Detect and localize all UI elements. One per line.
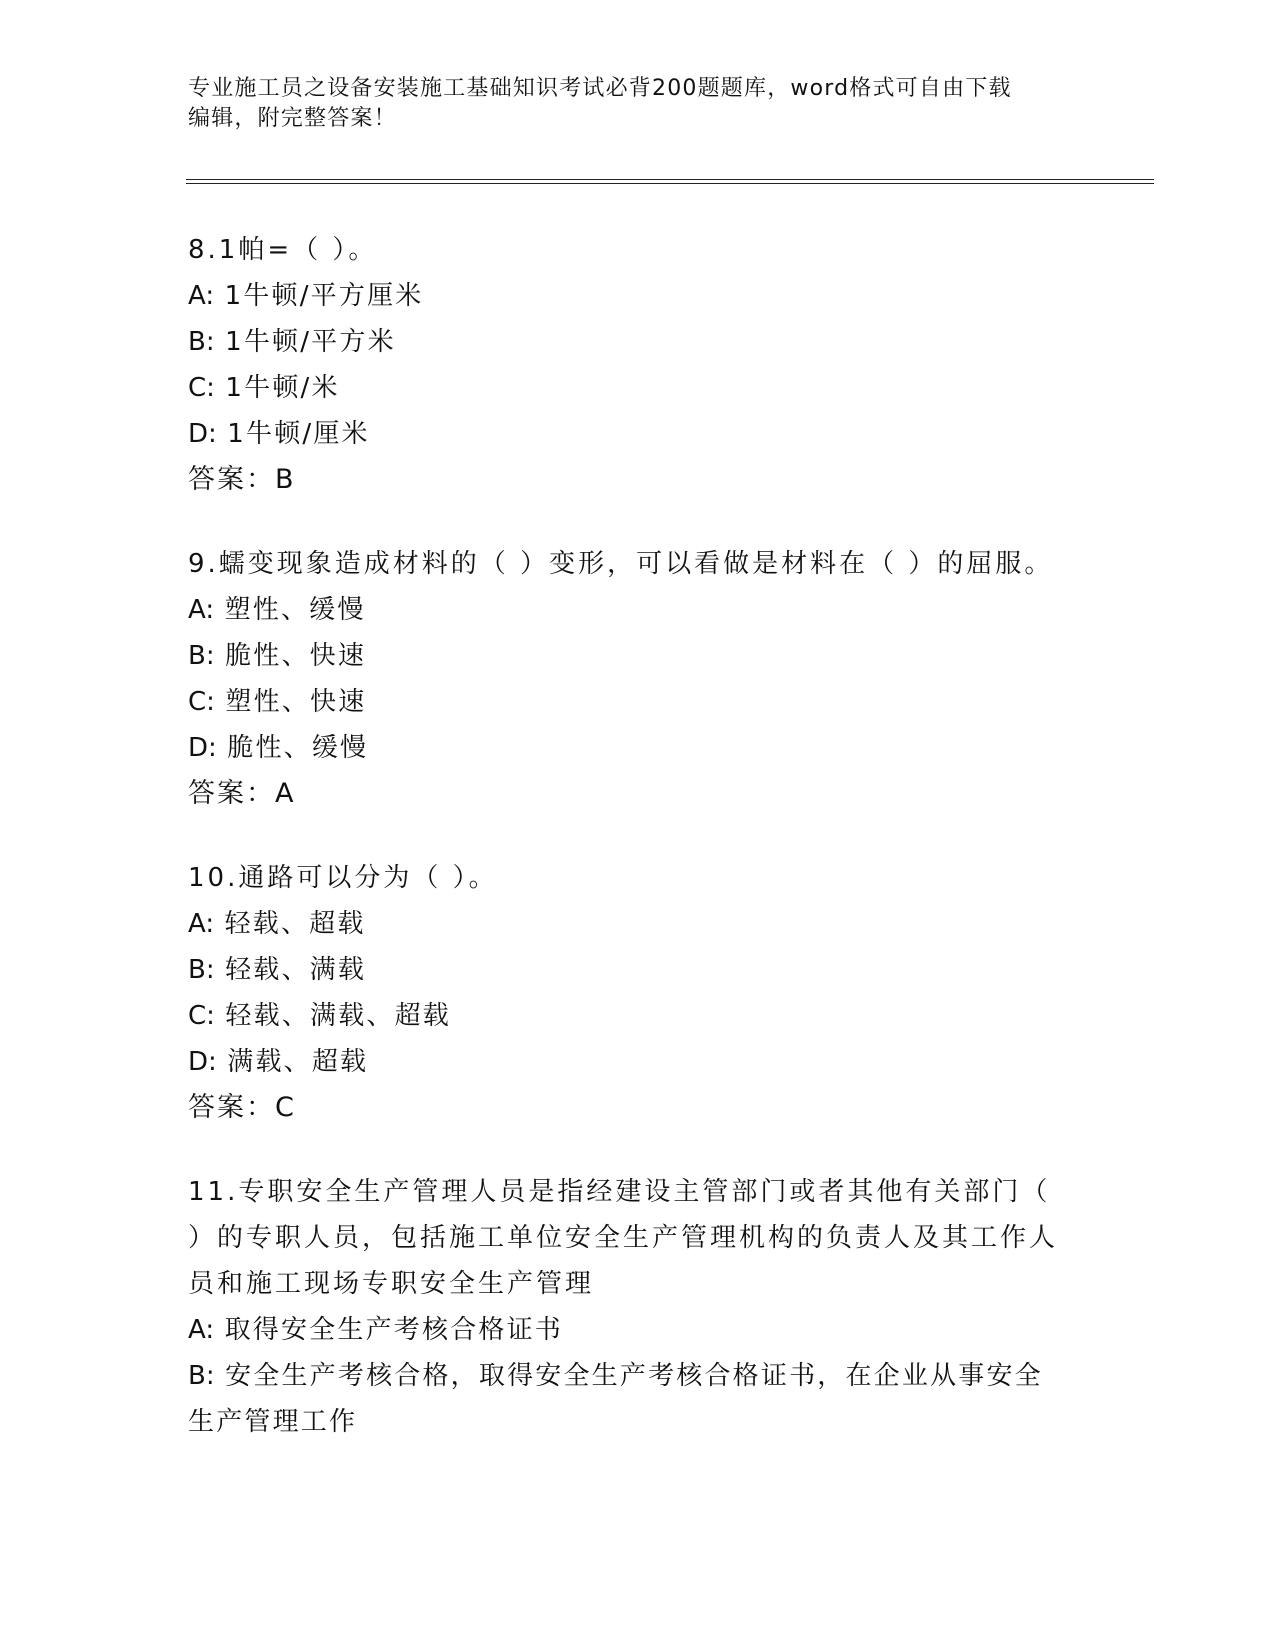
question-8 bbox=[188, 227, 1088, 503]
question-stem-line: 9.蠕变现象造成材料的（ ）变形，可以看做是材料在（ ）的屈服。 bbox=[188, 549, 1054, 579]
question-stem-line: 11.专职安全生产管理人员是指经建设主管部门或者其他有关部门（ bbox=[188, 1177, 1051, 1207]
option-text: 1牛顿/厘米 bbox=[227, 419, 370, 449]
question-stem bbox=[188, 541, 1088, 587]
header-line-1: 专业施工员之设备安装施工基础知识考试必背200题题库，word格式可自由下载 bbox=[188, 76, 1012, 101]
option-a bbox=[188, 901, 1088, 947]
option-label: B: bbox=[188, 1361, 215, 1391]
option-text: 1牛顿/平方米 bbox=[225, 327, 396, 357]
option-a bbox=[188, 273, 1088, 319]
option-text: 轻载、超载 bbox=[224, 909, 366, 939]
option-a bbox=[188, 1307, 1088, 1353]
header-divider-top bbox=[186, 179, 1154, 180]
option-c bbox=[188, 993, 1088, 1039]
answer: 答案：A bbox=[188, 778, 296, 809]
header-divider-bottom bbox=[186, 183, 1154, 184]
question-stem-line: 8.1帕=（ ）。 bbox=[188, 235, 378, 265]
option-a bbox=[188, 587, 1088, 633]
option-label: A: bbox=[188, 909, 215, 939]
option-label: D: bbox=[188, 1047, 217, 1077]
option-label: A: bbox=[188, 281, 215, 311]
option-text: 取得安全生产考核合格证书 bbox=[224, 1315, 563, 1345]
option-text: 塑性、缓慢 bbox=[224, 595, 366, 625]
question-stem-line: 员和施工现场专职安全生产管理 bbox=[188, 1269, 595, 1299]
question-stem-line: 10.通路可以分为（ ）。 bbox=[188, 863, 498, 893]
header-line-2: 编辑，附完整答案！ bbox=[188, 106, 397, 131]
option-text: 1牛顿/平方厘米 bbox=[224, 281, 424, 311]
option-label: B: bbox=[188, 641, 215, 671]
option-b bbox=[188, 947, 1088, 993]
question-stem-line: ）的专职人员，包括施工单位安全生产管理机构的负责人及其工作人 bbox=[188, 1223, 1059, 1253]
answer: 答案：B bbox=[188, 464, 296, 495]
option-c bbox=[188, 679, 1088, 725]
option-label: D: bbox=[188, 733, 217, 763]
option-text: 安全生产考核合格，取得安全生产考核合格证书，在企业从事安全 bbox=[225, 1361, 1043, 1391]
option-label: C: bbox=[188, 373, 215, 403]
option-b-continuation: 生产管理工作 bbox=[188, 1407, 358, 1437]
option-text: 轻载、满载 bbox=[225, 955, 367, 985]
option-label: A: bbox=[188, 1315, 215, 1345]
option-label: C: bbox=[188, 687, 215, 717]
option-text: 轻载、满载、超载 bbox=[225, 1001, 451, 1031]
question-stem bbox=[188, 227, 1088, 273]
option-text: 满载、超载 bbox=[227, 1047, 369, 1077]
question-stem bbox=[188, 855, 1088, 901]
option-c bbox=[188, 365, 1088, 411]
option-label: B: bbox=[188, 955, 215, 985]
option-b bbox=[188, 319, 1088, 365]
question-11 bbox=[188, 1169, 1088, 1445]
option-label: B: bbox=[188, 327, 215, 357]
option-text: 脆性、缓慢 bbox=[227, 733, 369, 763]
question-10 bbox=[188, 855, 1088, 1131]
document-header bbox=[188, 74, 1088, 134]
option-label: C: bbox=[188, 1001, 215, 1031]
option-b bbox=[188, 1353, 1088, 1399]
option-text: 塑性、快速 bbox=[225, 687, 367, 717]
option-label: A: bbox=[188, 595, 215, 625]
option-text: 脆性、快速 bbox=[225, 641, 367, 671]
option-text: 1牛顿/米 bbox=[225, 373, 340, 403]
option-label: D: bbox=[188, 419, 217, 449]
option-d bbox=[188, 411, 1088, 457]
option-d bbox=[188, 1039, 1088, 1085]
question-stem bbox=[188, 1169, 1088, 1307]
option-b bbox=[188, 633, 1088, 679]
question-9 bbox=[188, 541, 1088, 817]
option-d bbox=[188, 725, 1088, 771]
answer: 答案：C bbox=[188, 1092, 296, 1123]
